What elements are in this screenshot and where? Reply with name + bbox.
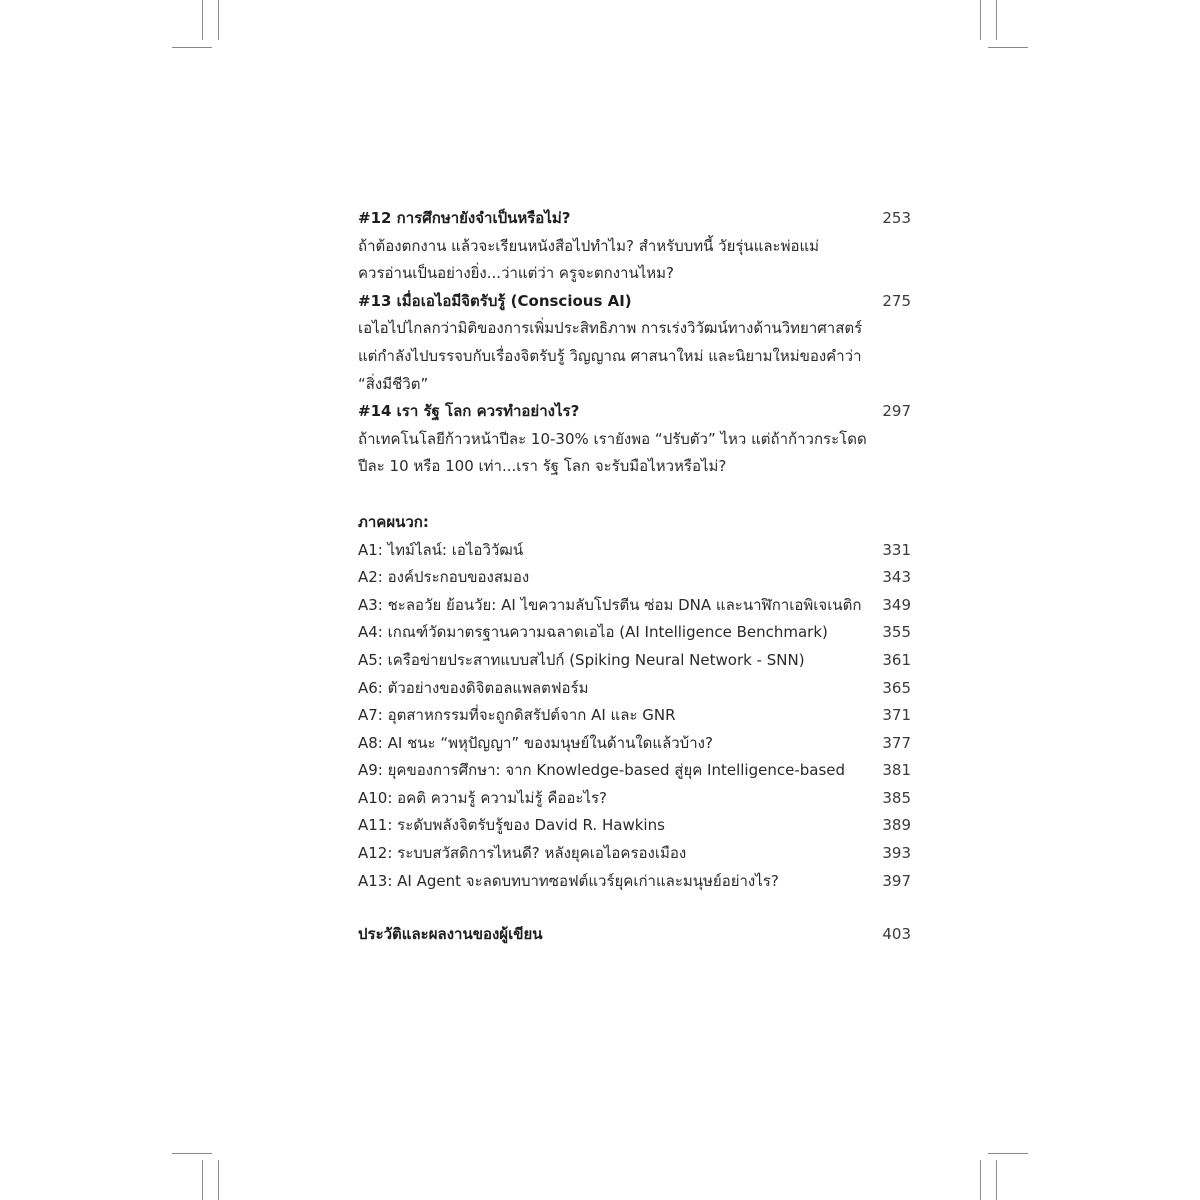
appendix-title: A6: ตัวอย่างของดิจิตอลแพลตฟอร์ม	[358, 678, 589, 697]
page-number: 385	[882, 788, 911, 807]
crop-mark	[996, 1160, 997, 1200]
toc-entry-appendix[interactable]	[358, 868, 911, 896]
page-number: 355	[882, 623, 911, 642]
toc-entry-appendix[interactable]	[358, 675, 911, 703]
description-text: ควรอ่านเป็นอย่างยิ่ง...ว่าแต่ว่า ครูจะตกงานไหม?	[358, 264, 674, 283]
page-number: 361	[882, 650, 911, 669]
toc-entry-appendix[interactable]	[358, 537, 911, 565]
page-number: 349	[882, 595, 911, 614]
appendix-heading	[358, 509, 911, 537]
toc-entry-appendix[interactable]	[358, 785, 911, 813]
page-number: 275	[882, 291, 911, 310]
chapter-description-line	[358, 371, 911, 399]
page-number: 331	[882, 540, 911, 559]
appendix-heading-text: ภาคผนวก:	[358, 512, 429, 531]
appendix-title: A11: ระดับพลังจิตรับรู้ของ David R. Hawkins	[358, 816, 665, 835]
toc-entry-appendix[interactable]	[358, 619, 911, 647]
table-of-contents	[358, 205, 911, 949]
description-text: แต่กำลังไปบรรจบกับเรื่องจิตรับรู้ วิญญาณ ศาสนาใหม่ และนิยามใหม่ของคำว่า	[358, 346, 862, 365]
toc-entry-appendix[interactable]	[358, 592, 911, 620]
description-text: ถ้าต้องตกงาน แล้วจะเรียนหนังสือไปทำไม? สำหรับบทนี้ วัยรุ่นและพ่อแม่	[358, 236, 820, 255]
page-number: 365	[882, 678, 911, 697]
appendix-title: A7: อุตสาหกรรมที่จะถูกดิสรัปต์จาก AI และ GNR	[358, 706, 676, 725]
toc-entry-appendix[interactable]	[358, 647, 911, 675]
appendix-title: A12: ระบบสวัสดิการไหนดี? หลังยุคเอไอครองเมือง	[358, 844, 687, 863]
author-section-title: ประวัติและผลงานของผู้เขียน	[358, 925, 543, 944]
description-text: ปีละ 10 หรือ 100 เท่า...เรา รัฐ โลก จะรับมือไหวหรือไม่?	[358, 457, 727, 476]
chapter-title: #13 เมื่อเอไอมีจิตรับรู้ (Conscious AI)	[358, 291, 632, 310]
toc-entry-appendix[interactable]	[358, 812, 911, 840]
crop-mark	[172, 1153, 212, 1154]
toc-entry-chapter-13[interactable]	[358, 288, 911, 316]
chapter-description-line	[358, 426, 911, 454]
page-number: 381	[882, 761, 911, 780]
crop-mark	[980, 0, 981, 40]
crop-mark	[202, 1160, 203, 1200]
chapter-title: #12 การศึกษายังจำเป็นหรือไม่?	[358, 209, 571, 227]
chapter-description-line	[358, 343, 911, 371]
toc-entry-appendix[interactable]	[358, 730, 911, 758]
page-number: 389	[882, 816, 911, 835]
page-number: 393	[882, 844, 911, 863]
toc-entry-appendix[interactable]	[358, 757, 911, 785]
crop-mark	[218, 0, 219, 40]
crop-mark	[988, 1153, 1028, 1154]
appendix-title: A3: ชะลอวัย ย้อนวัย: AI ไขความลับโปรตีน ซ่อม DNA และนาฬิกาเอพิเจเนติก	[358, 595, 862, 614]
appendix-title: A8: AI ชนะ “พหุปัญญา” ของมนุษย์ในด้านใดแล้วบ้าง?	[358, 733, 713, 752]
description-text: ถ้าเทคโนโลยีก้าวหน้าปีละ 10-30% เรายังพอ “ปรับตัว” ไหว แต่ถ้าก้าวกระโดด	[358, 429, 867, 448]
appendix-title: A13: AI Agent จะลดบทบาทซอฟต์แวร์ยุคเก่าและมนุษย์อย่างไร?	[358, 871, 779, 890]
toc-entry-author[interactable]	[358, 921, 911, 949]
chapter-description-line	[358, 233, 911, 261]
page-number: 297	[882, 402, 911, 421]
page-number: 253	[882, 209, 911, 227]
crop-mark	[218, 1160, 219, 1200]
appendix-title: A10: อคติ ความรู้ ความไม่รู้ คืออะไร?	[358, 788, 608, 807]
page-number: 377	[882, 733, 911, 752]
appendix-title: A1: ไทม์ไลน์: เอไอวิวัฒน์	[358, 540, 524, 559]
toc-entry-appendix[interactable]	[358, 702, 911, 730]
page-number: 371	[882, 706, 911, 725]
appendix-title: A9: ยุคของการศึกษา: จาก Knowledge-based สู่ยุค Intelligence-based	[358, 761, 846, 780]
description-text: เอไอไปไกลกว่ามิติของการเพิ่มประสิทธิภาพ การเร่งวิวัฒน์ทางด้านวิทยาศาสตร์	[358, 319, 863, 338]
page-number: 397	[882, 871, 911, 890]
crop-mark	[988, 47, 1028, 48]
chapter-description-line	[358, 315, 911, 343]
toc-entry-chapter-12[interactable]	[358, 205, 911, 233]
toc-entry-chapter-14[interactable]	[358, 398, 911, 426]
toc-entry-appendix[interactable]	[358, 840, 911, 868]
appendix-title: A5: เครือข่ายประสาทแบบสไปก์ (Spiking Neural Network - SNN)	[358, 650, 805, 669]
crop-mark	[996, 0, 997, 40]
crop-mark	[980, 1160, 981, 1200]
toc-entry-appendix[interactable]	[358, 564, 911, 592]
crop-mark	[172, 47, 212, 48]
chapter-description-line	[358, 453, 911, 481]
appendix-title: A2: องค์ประกอบของสมอง	[358, 568, 530, 587]
description-text: “สิ่งมีชีวิต”	[358, 374, 429, 393]
crop-mark	[202, 0, 203, 40]
chapter-description-line	[358, 260, 911, 288]
page-number: 403	[882, 925, 911, 944]
chapter-title: #14 เรา รัฐ โลก ควรทำอย่างไร?	[358, 402, 580, 421]
page-number: 343	[882, 568, 911, 587]
appendix-title: A4: เกณฑ์วัดมาตรฐานความฉลาดเอไอ (AI Intelligence Benchmark)	[358, 623, 828, 642]
